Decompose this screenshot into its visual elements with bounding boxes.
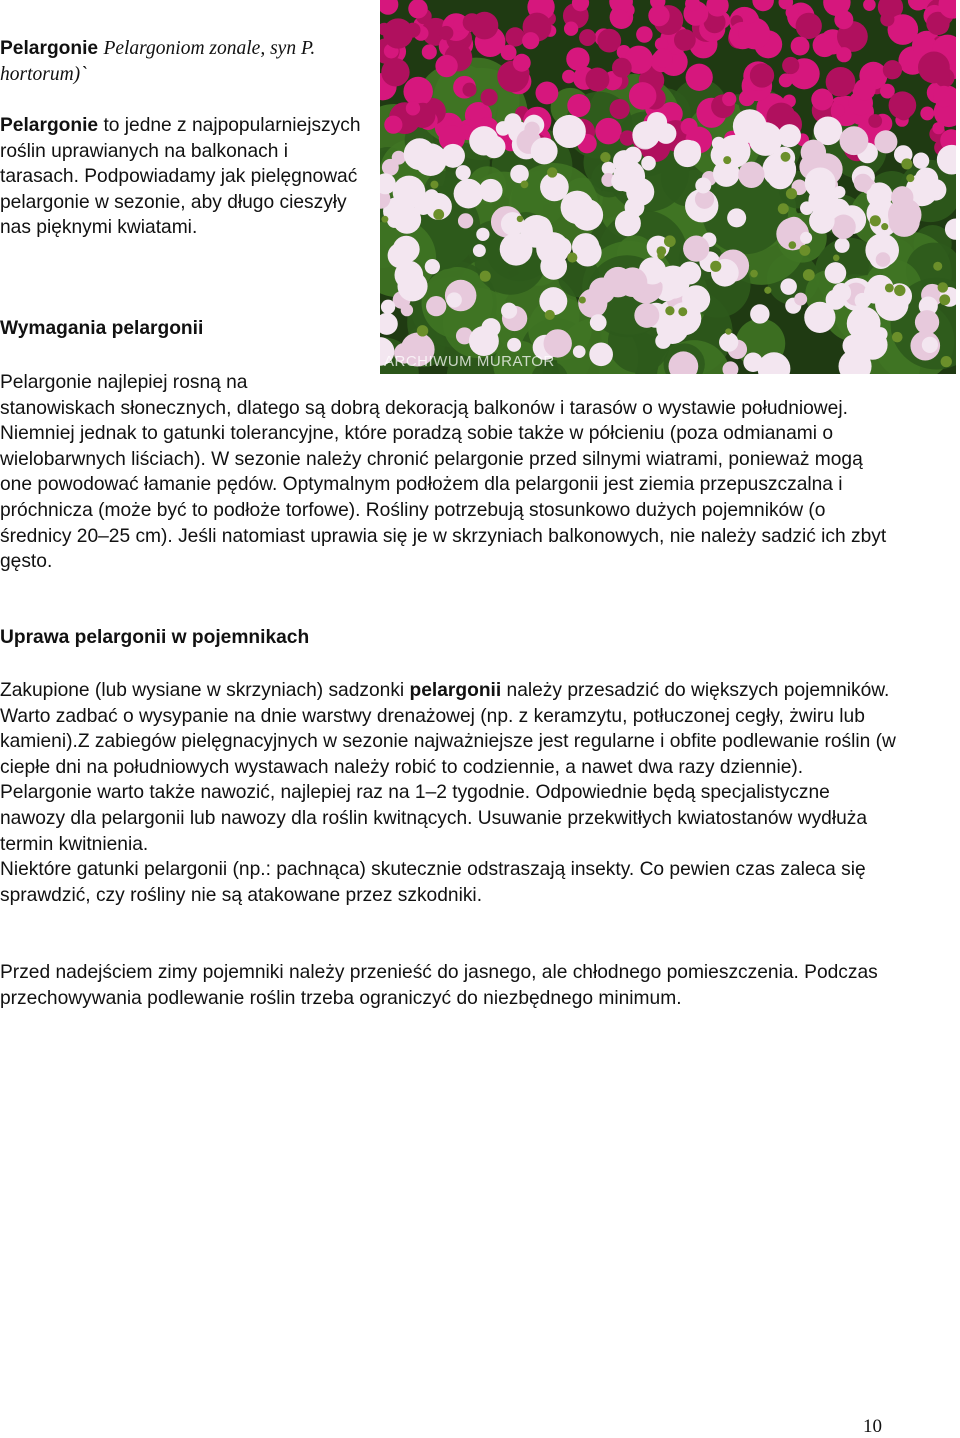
- container-growing-paragraph: [0, 678, 900, 908]
- insects-paragraph: Niektóre gatunki pelargonii (np.: pachnąca) skutecznie odstraszają insekty. Co pewien czas zaleca się sprawdzić, czy rośliny nie są atakowane przez szkodniki.: [0, 859, 866, 906]
- heading-requirements: Wymagania pelargonii: [0, 318, 204, 339]
- bold-pelargonii: pelargonii: [409, 680, 502, 701]
- intro-text: to jedne z najpopularniejszych roślin uprawianych na balkonach i tarasach. Podpowiadamy jak pielęgnować pelargonie w sezonie, aby długo cieszyły nas pięknymi kwiatami.: [0, 115, 361, 239]
- heading-container-growing: Uprawa pelargonii w pojemnikach: [0, 627, 310, 648]
- requirements-first-line: Pelargonie najlepiej rosną na: [0, 372, 248, 393]
- photo-watermark: ARCHIWUM MURATOR: [384, 353, 555, 370]
- flower-illustration: [380, 0, 956, 374]
- pelargonium-photo: [380, 0, 956, 374]
- intro-bold-term: Pelargonie: [0, 115, 99, 136]
- text-rest: należy przesadzić do większych pojemników. Warto zadbać o wysypanie na dnie warstwy drenażowej (np. z keramzytu, potłuczonej cegły, żwiru lub kamieni).Z zabiegów pielęgnacyjnych w sezonie najważniejsze jest regularne i obfite podlewanie roślin (w ciepłe dni na południowych wystawach należy robić to codziennie, a nawet dwa razy dziennie). Pelargonie warto także nawozić, najlepiej raz na 1–2 tygodnie. Odpowiednie będą specjalistyczne nawozy dla pelargonii lub nawozy dla roślin kwitnących. Usuwanie przekwitłych kwiatostanów wydłuża termin kwitnienia.: [0, 680, 896, 855]
- title-name: Pelargonie: [0, 38, 99, 59]
- intro-paragraph: [0, 113, 370, 241]
- document-title: [0, 36, 372, 87]
- title-latin-name: Pelargoniom zonale, syn P. hortorum)`: [0, 38, 316, 85]
- text-start: Zakupione (lub wysiane w skrzyniach) sadzonki: [0, 680, 410, 701]
- winter-paragraph: Przed nadejściem zimy pojemniki należy przenieść do jasnego, ale chłodnego pomieszczenia. Podczas przechowywania podlewanie roślin trzeba ograniczyć do niezbędnego minimum.: [0, 962, 878, 1009]
- page-number: 10: [863, 1416, 882, 1437]
- requirements-paragraph: stanowiskach słonecznych, dlatego są dobrą dekoracją balkonów i tarasów o wystawie południowej. Niemniej jednak to gatunki tolerancyjne, które poradzą sobie także w półcieniu (poza odmianami o wielobarwnych liściach). W sezonie należy chronić pelargonie przed silnymi wiatrami, ponieważ mogą one powodować łamanie pędów. Optymalnym podłożem dla pelargonii jest ziemia przepuszczalna i próchnicza (może być to podłoże torfowe). Rośliny potrzebują stosunkowo dużych pojemników (o średnicy 20–25 cm). Jeśli natomiast uprawia się je w skrzyniach balkonowych, nie należy sadzić ich zbyt gęsto.: [0, 397, 887, 573]
- container-growing-main: [0, 678, 900, 857]
